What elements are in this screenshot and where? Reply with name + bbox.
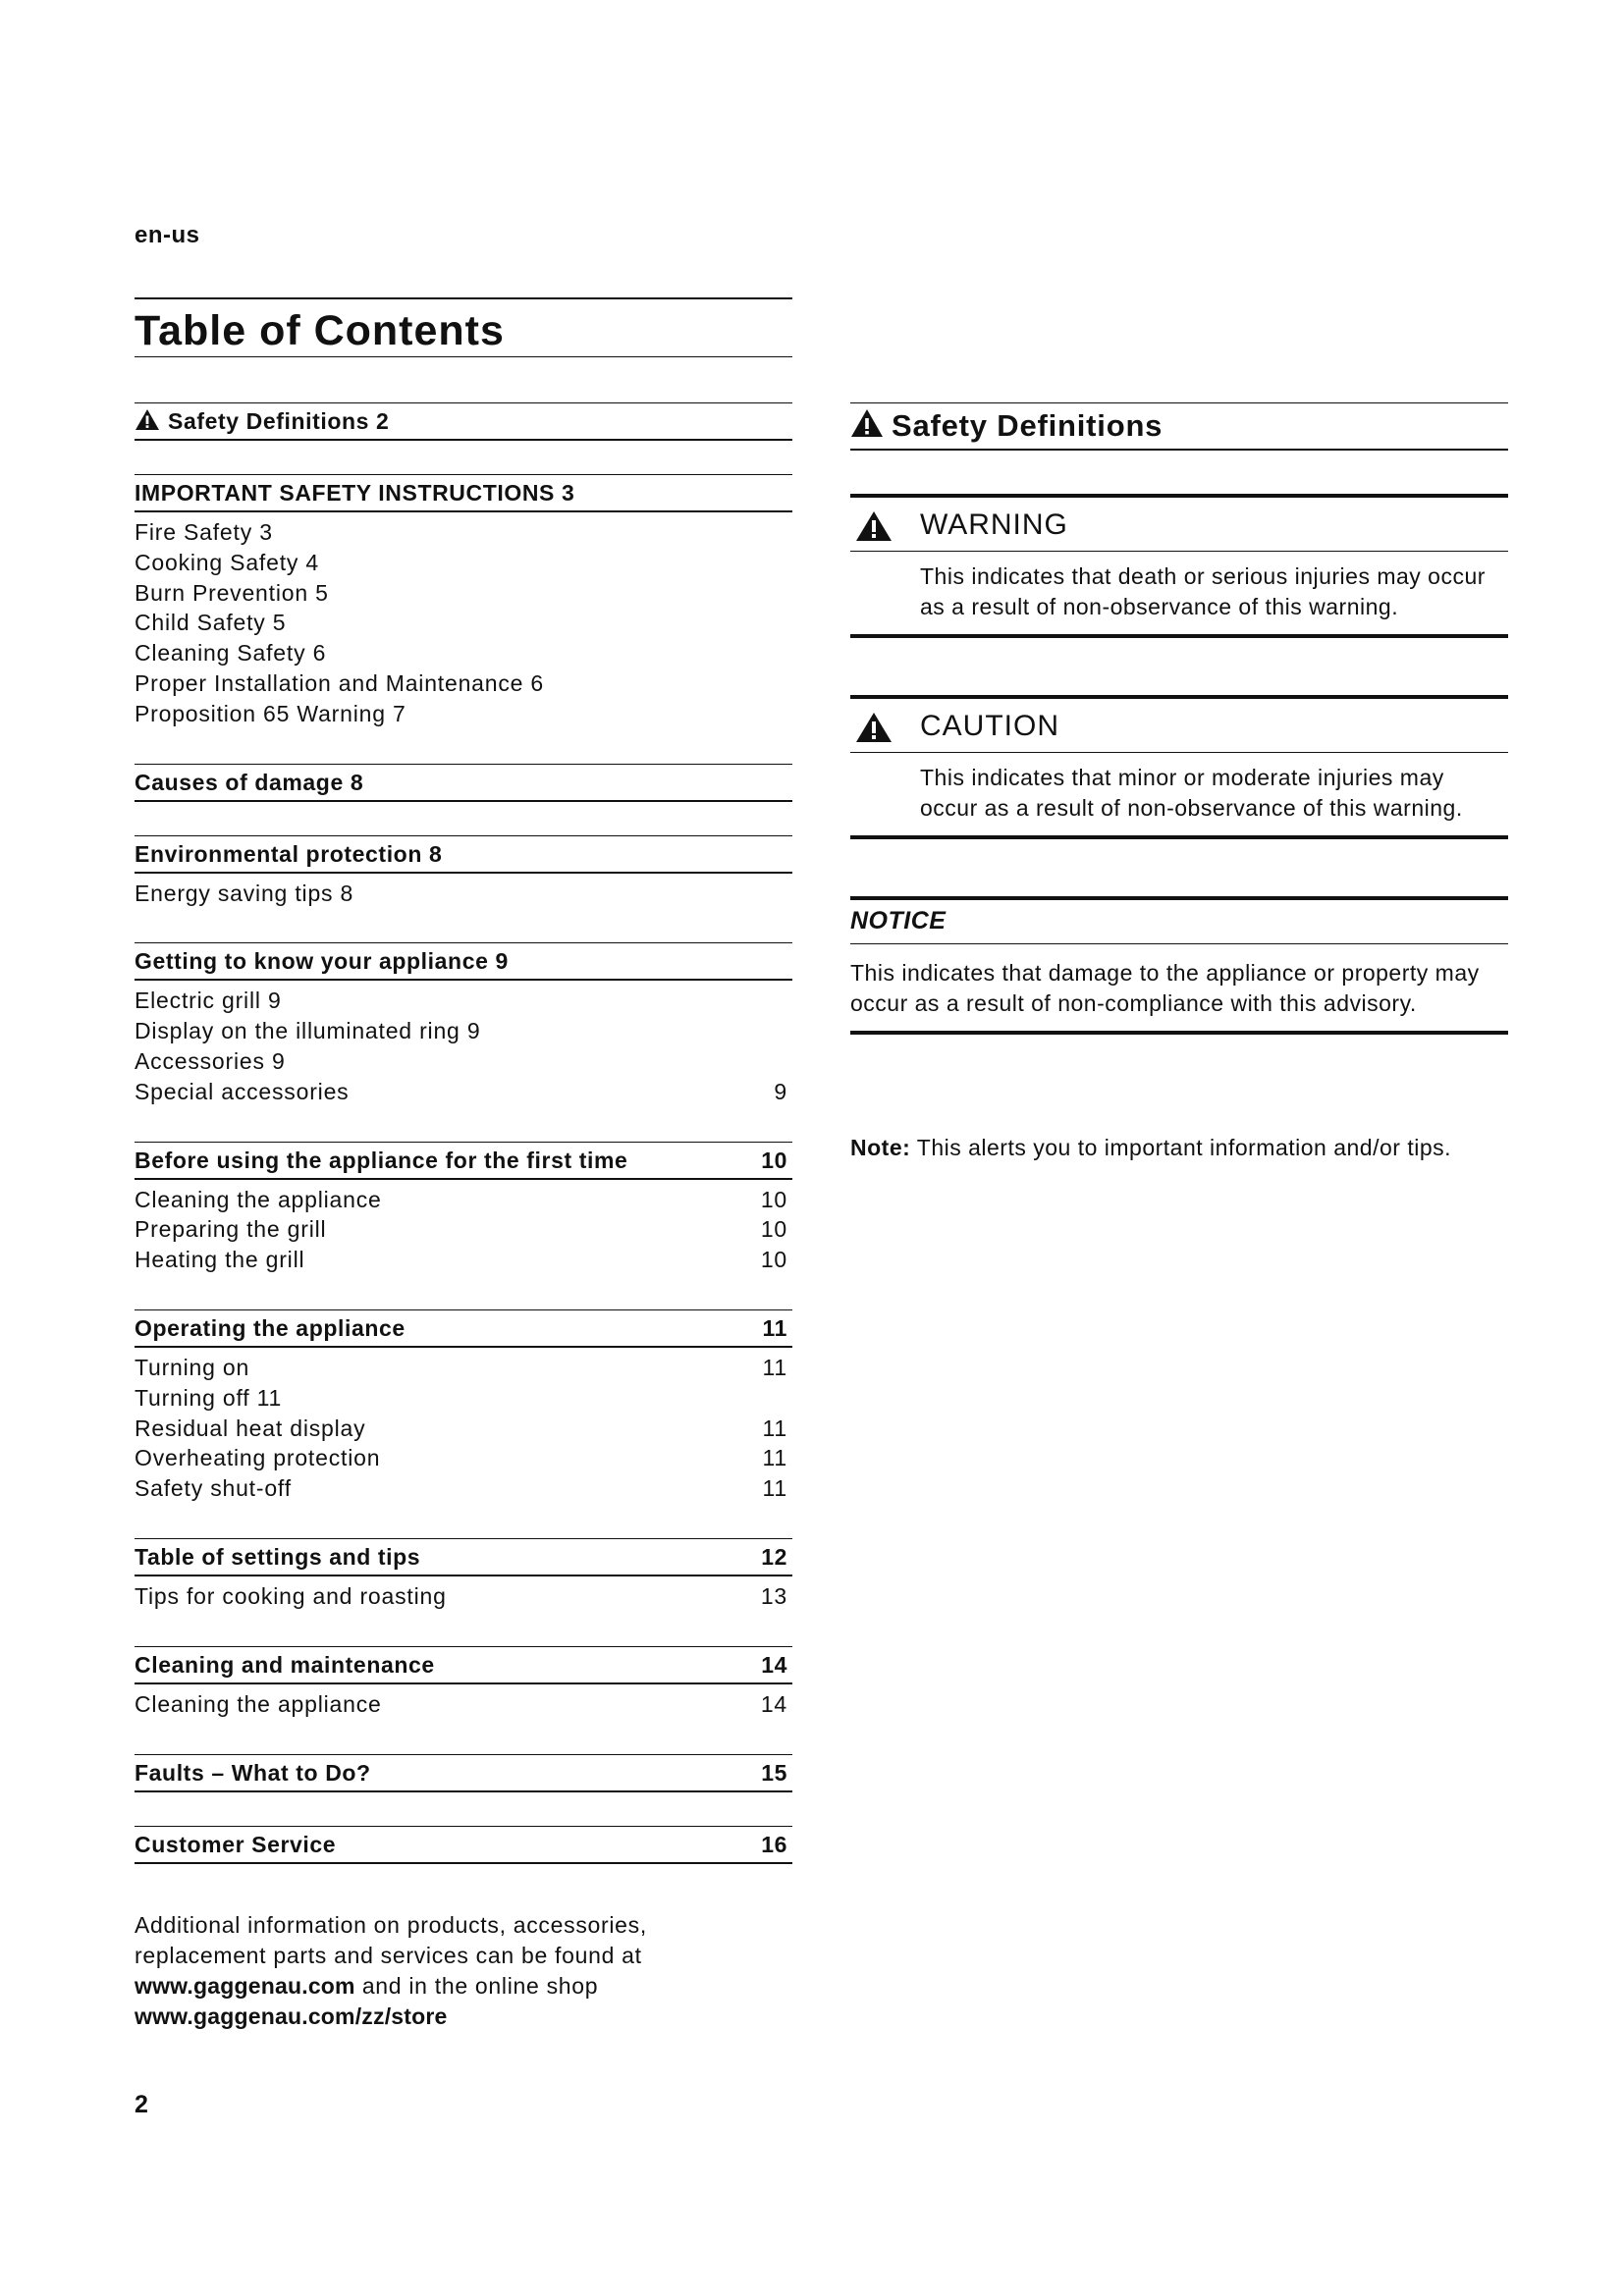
toc-item-page: 11 xyxy=(762,1445,787,1471)
footer-text: Additional information on products, accessories, replacement parts and services can be found at xyxy=(135,1912,647,1968)
toc-section-title: Table of settings and tips xyxy=(135,1543,421,1570)
toc-item-title: Cleaning the appliance xyxy=(135,1186,382,1212)
toc-item-page: 10 xyxy=(760,1216,787,1243)
toc-section-heading[interactable] xyxy=(135,765,792,802)
toc-section-heading[interactable] xyxy=(135,403,792,441)
warning-icon xyxy=(855,712,893,743)
toc-item[interactable] xyxy=(135,700,792,730)
toc-item-title: Cleaning Safety 6 xyxy=(135,640,327,667)
toc-item[interactable] xyxy=(135,1384,792,1415)
toc-item-title: Turning off 11 xyxy=(135,1384,283,1411)
toc-item[interactable] xyxy=(135,579,792,610)
safety-definitions-column xyxy=(850,402,1508,1163)
toc-item[interactable] xyxy=(135,1474,792,1505)
toc-section-title: IMPORTANT SAFETY INSTRUCTIONS 3 xyxy=(135,480,575,506)
toc-item-title: Energy saving tips 8 xyxy=(135,880,354,906)
toc-item-page: 11 xyxy=(762,1415,787,1441)
warning-icon xyxy=(135,408,160,431)
toc-item[interactable] xyxy=(135,1047,792,1078)
toc-section-page: 12 xyxy=(761,1543,787,1570)
toc-items xyxy=(135,512,792,730)
toc-section-title: Faults – What to Do? xyxy=(135,1759,371,1786)
toc-item[interactable] xyxy=(135,880,792,910)
toc-section xyxy=(135,942,792,1107)
note xyxy=(850,1133,1508,1163)
toc-item[interactable] xyxy=(135,669,792,700)
toc-section xyxy=(135,764,792,802)
toc-section xyxy=(135,1826,792,1864)
toc-items xyxy=(135,1180,792,1276)
caution-text: This indicates that minor or moderate injuries may occur as a result of non-observance of this warning. xyxy=(920,765,1463,821)
toc-section-title: Before using the appliance for the first time xyxy=(135,1147,628,1173)
page-title: Table of Contents xyxy=(135,307,505,354)
toc-item[interactable] xyxy=(135,1186,792,1216)
toc-item-title: Turning on xyxy=(135,1354,250,1380)
toc-item-title: Residual heat display xyxy=(135,1415,366,1441)
notice-box xyxy=(850,896,1508,1035)
toc-section-page: 10 xyxy=(761,1147,787,1173)
notice-header xyxy=(850,900,1508,944)
toc-items xyxy=(135,874,792,910)
toc-item-title: Tips for cooking and roasting xyxy=(135,1582,447,1609)
toc-item-title: Accessories 9 xyxy=(135,1047,286,1074)
toc-item-title: Cooking Safety 4 xyxy=(135,549,319,575)
toc-item-page: 10 xyxy=(760,1186,787,1212)
toc-section-title: Cleaning and maintenance xyxy=(135,1651,435,1678)
toc-section xyxy=(135,474,792,730)
caution-label: CAUTION xyxy=(920,710,1059,742)
page-number: 2 xyxy=(135,2091,148,2118)
toc-title-block xyxy=(135,297,792,357)
toc-section-heading[interactable] xyxy=(135,1310,792,1348)
toc-section-title: Getting to know your appliance 9 xyxy=(135,948,509,975)
footer-info xyxy=(135,1910,743,2032)
toc-item-title: Proposition 65 Warning 7 xyxy=(135,700,406,726)
toc-items xyxy=(135,1576,792,1613)
toc-item[interactable] xyxy=(135,549,792,579)
footer-mid-text: and in the online shop xyxy=(361,1973,599,1999)
table-of-contents xyxy=(135,402,792,1897)
toc-item-page: 14 xyxy=(760,1690,787,1717)
toc-item[interactable] xyxy=(135,1415,792,1445)
toc-section xyxy=(135,1538,792,1613)
safety-definitions-title-text: Safety Definitions xyxy=(892,408,1164,443)
warning-icon xyxy=(855,510,893,542)
toc-item[interactable] xyxy=(135,1017,792,1047)
toc-section-heading[interactable] xyxy=(135,1647,792,1684)
toc-section-heading[interactable] xyxy=(135,1143,792,1180)
toc-item-title: Overheating protection xyxy=(135,1445,381,1471)
toc-item-title: Preparing the grill xyxy=(135,1216,327,1243)
toc-item-page: 13 xyxy=(760,1582,787,1609)
toc-item[interactable] xyxy=(135,987,792,1017)
toc-item-page: 11 xyxy=(762,1354,787,1380)
toc-item-title: Burn Prevention 5 xyxy=(135,579,329,606)
toc-item[interactable] xyxy=(135,609,792,639)
toc-item[interactable] xyxy=(135,1354,792,1384)
toc-section-page: 16 xyxy=(761,1831,787,1857)
toc-item-title: Proper Installation and Maintenance 6 xyxy=(135,669,545,696)
toc-item-page: 11 xyxy=(762,1475,787,1502)
caution-box xyxy=(850,695,1508,839)
toc-item-title: Electric grill 9 xyxy=(135,988,282,1014)
toc-section xyxy=(135,835,792,910)
toc-item[interactable] xyxy=(135,1444,792,1474)
toc-section-heading[interactable] xyxy=(135,475,792,512)
toc-section-heading[interactable] xyxy=(135,1827,792,1864)
safety-definitions-heading xyxy=(850,402,1508,451)
notice-label: NOTICE xyxy=(850,907,947,934)
toc-section-page: 15 xyxy=(761,1759,787,1786)
toc-item[interactable] xyxy=(135,1215,792,1246)
toc-section-heading[interactable] xyxy=(135,943,792,981)
toc-section xyxy=(135,1309,792,1505)
toc-item-page: 9 xyxy=(774,1078,787,1104)
warning-text: This indicates that death or serious injuries may occur as a result of non-observance of this warning. xyxy=(920,563,1486,619)
toc-section-title: Environmental protection 8 xyxy=(135,840,443,867)
toc-item-title: Child Safety 5 xyxy=(135,610,287,636)
toc-section-page: 14 xyxy=(761,1651,787,1678)
store-link[interactable]: www.gaggenau.com/zz/store xyxy=(135,2003,448,2029)
toc-section-title: Causes of damage 8 xyxy=(135,769,364,795)
warning-box xyxy=(850,494,1508,638)
toc-section-heading[interactable] xyxy=(135,1755,792,1792)
toc-item[interactable] xyxy=(135,1246,792,1276)
toc-items xyxy=(135,1684,792,1721)
warning-label: WARNING xyxy=(920,508,1068,541)
toc-item-title: Display on the illuminated ring 9 xyxy=(135,1018,481,1044)
toc-item[interactable] xyxy=(135,1582,792,1613)
warning-icon xyxy=(850,408,884,438)
toc-item[interactable] xyxy=(135,518,792,549)
toc-section xyxy=(135,402,792,441)
toc-section xyxy=(135,1142,792,1276)
toc-section-title: Safety Definitions 2 xyxy=(135,408,389,435)
toc-item-title: Heating the grill xyxy=(135,1247,305,1273)
toc-item[interactable] xyxy=(135,1078,792,1108)
toc-item-page: 10 xyxy=(760,1247,787,1273)
warning-box-header xyxy=(850,498,1508,552)
toc-section-heading[interactable] xyxy=(135,836,792,874)
toc-items xyxy=(135,1348,792,1505)
toc-section-page: 11 xyxy=(762,1314,787,1341)
note-text: This alerts you to important information and/or tips. xyxy=(916,1135,1452,1160)
toc-section-title: Customer Service xyxy=(135,1831,337,1857)
toc-item-title: Special accessories xyxy=(135,1078,350,1104)
language-code: en-us xyxy=(135,222,200,248)
toc-section-title: Operating the appliance xyxy=(135,1314,406,1341)
toc-item-title: Safety shut-off xyxy=(135,1475,292,1502)
safety-definitions-title xyxy=(850,408,1163,444)
toc-section-heading[interactable] xyxy=(135,1539,792,1576)
toc-item-title: Fire Safety 3 xyxy=(135,519,273,545)
toc-item[interactable] xyxy=(135,1690,792,1721)
toc-section xyxy=(135,1754,792,1792)
toc-items xyxy=(135,981,792,1107)
website-link[interactable]: www.gaggenau.com xyxy=(135,1973,355,1999)
toc-item-title: Cleaning the appliance xyxy=(135,1690,382,1717)
toc-section xyxy=(135,1646,792,1721)
notice-text: This indicates that damage to the appliance or property may occur as a result of non-compliance with this advisory. xyxy=(850,960,1480,1016)
note-label: Note: xyxy=(850,1135,911,1160)
toc-item[interactable] xyxy=(135,639,792,669)
caution-box-header xyxy=(850,699,1508,753)
